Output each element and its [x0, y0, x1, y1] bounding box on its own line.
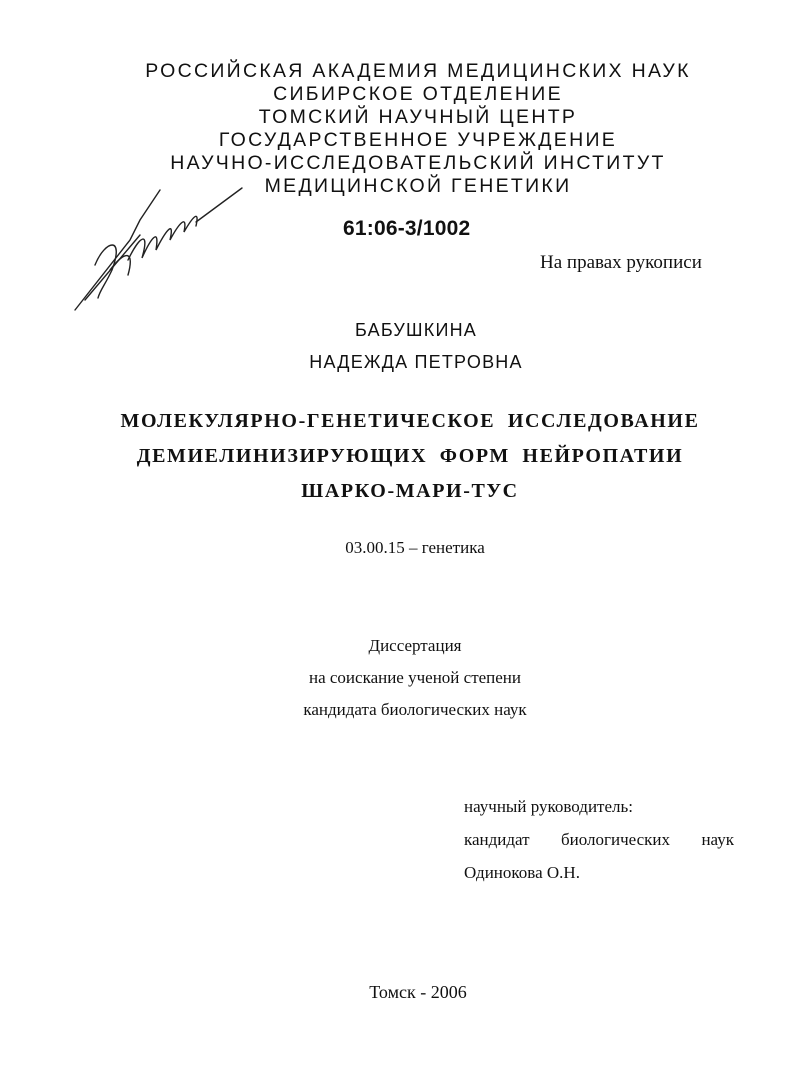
- catalog-code: 61:06-3/1002: [343, 217, 471, 240]
- specialty-code: 03.00.15 – генетика: [345, 538, 485, 557]
- handwritten-signature: [70, 180, 250, 320]
- institution-line: СИБИРСКОЕ ОТДЕЛЕНИЕ: [273, 83, 563, 105]
- institution-line: ТОМСКИЙ НАУЧНЫЙ ЦЕНТР: [258, 106, 578, 128]
- dissertation-line: кандидата биологических наук: [303, 700, 527, 719]
- thesis-title: [0, 404, 792, 509]
- author-surname: БАБУШКИНА: [355, 320, 477, 340]
- institution-line: НАУЧНО-ИССЛЕДОВАТЕЛЬСКИЙ ИНСТИТУТ: [170, 152, 666, 174]
- author-given-names: НАДЕЖДА ПЕТРОВНА: [309, 352, 523, 372]
- city-year: Томск - 2006: [369, 982, 467, 1002]
- title-line: ШАРКО-МАРИ-ТУС: [301, 480, 519, 502]
- institution-line: РОССИЙСКАЯ АКАДЕМИЯ МЕДИЦИНСКИХ НАУК: [145, 60, 691, 82]
- supervisor-degree: [464, 823, 734, 856]
- title-line: ДЕМИЕЛИНИЗИРУЮЩИХ ФОРМ НЕЙРОПАТИИ: [136, 445, 684, 467]
- supervisor-block: [464, 790, 734, 889]
- dissertation-line: на соискание ученой степени: [308, 668, 522, 687]
- dissertation-statement: [0, 630, 792, 726]
- institution-line: ГОСУДАРСТВЕННОЕ УЧРЕЖДЕНИЕ: [218, 129, 618, 151]
- supervisor-degree-word: биологических: [561, 830, 671, 849]
- institution-line: МЕДИЦИНСКОЙ ГЕНЕТИКИ: [264, 175, 572, 197]
- manuscript-note: На правах рукописи: [540, 252, 702, 273]
- title-line: МОЛЕКУЛЯРНО-ГЕНЕТИЧЕСКОЕ ИССЛЕДОВАНИЕ: [120, 410, 700, 432]
- supervisor-degree-word: кандидат: [464, 830, 530, 849]
- author-block: [0, 314, 792, 378]
- dissertation-line: Диссертация: [368, 636, 462, 655]
- supervisor-degree-word: наук: [701, 830, 734, 849]
- supervisor-label: научный руководитель:: [464, 797, 633, 816]
- supervisor-name: Одинокова О.Н.: [464, 863, 580, 882]
- institution-header: [0, 60, 792, 198]
